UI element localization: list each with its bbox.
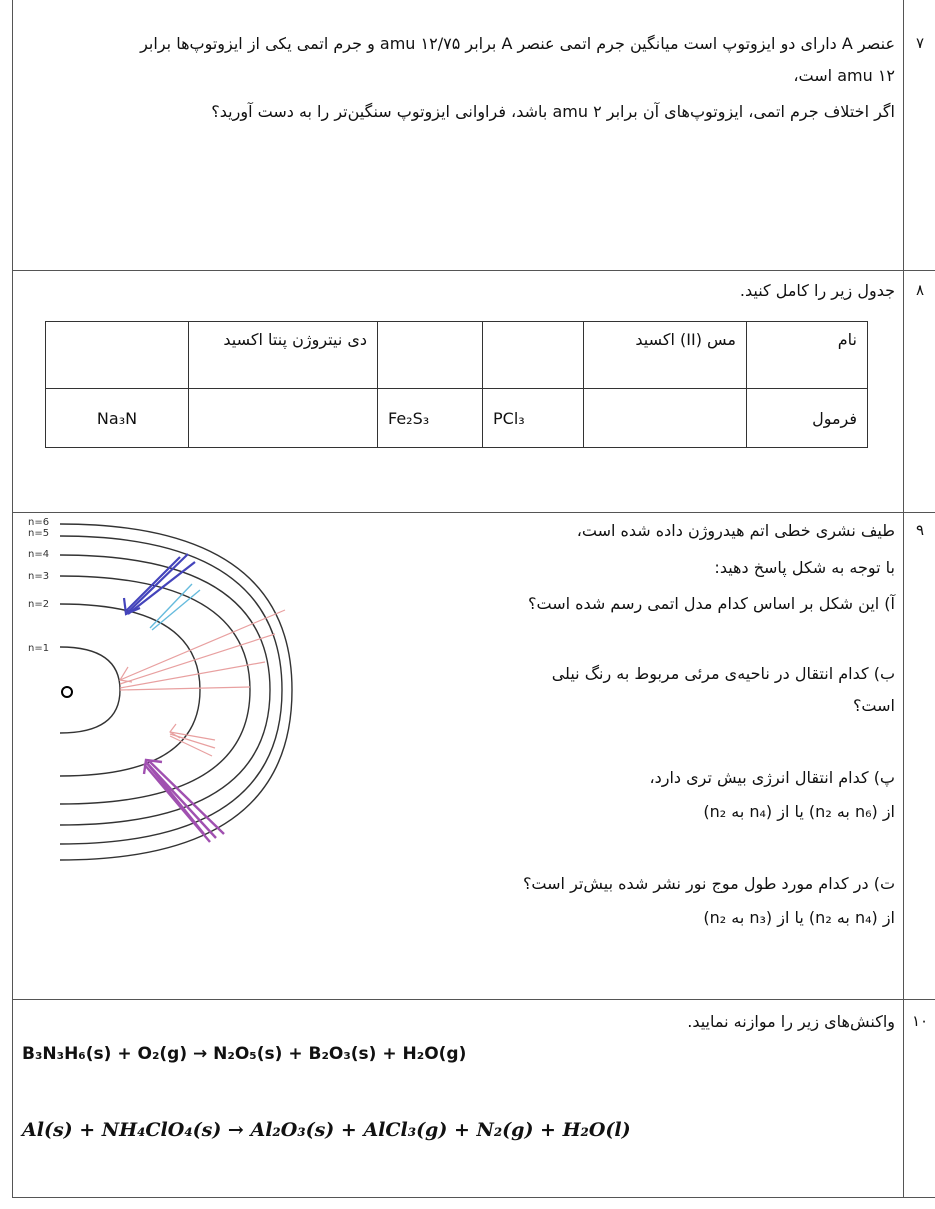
table-cell <box>378 322 483 389</box>
lower-transitions <box>144 760 224 842</box>
table-row <box>46 389 868 448</box>
orbit-n3 <box>60 576 250 804</box>
question-number-8: ۸ <box>915 281 925 299</box>
q9-question-t-line-1: ت) در کدام مورد طول موج نور نشر شده بیش‌تر است؟ <box>522 874 895 893</box>
compound-table <box>45 321 868 448</box>
table-cell: Na₃N <box>46 389 189 448</box>
q9-question-b-line-1: ب) کدام انتقال در ناحیه‌ی مرئی مربوط به رنگ نیلی <box>551 664 895 683</box>
q9-question-t-line-2: از (n₄ به n₂) یا از (n₃ به n₂) <box>703 908 895 927</box>
table-cell: Fe₂S₃ <box>378 389 483 448</box>
table-cell: دی نیتروژن پنتا اکسید <box>189 322 378 389</box>
level-label-n4: n=4 <box>28 549 50 560</box>
level-label-n3: n=3 <box>28 571 50 582</box>
lyman-transitions <box>120 610 285 690</box>
orbit-lines <box>60 524 292 860</box>
table-cell <box>46 322 189 389</box>
table-cell: مس (II) اکسید <box>584 322 747 389</box>
bohr-model-diagram <box>20 512 320 882</box>
question-number-10: ۱۰ <box>911 1012 929 1030</box>
level-label-n6: n=6 <box>28 517 50 528</box>
table-cell <box>584 389 747 448</box>
q9-question-p-line-2: از (n₆ به n₂) یا از (n₄ به n₂) <box>703 802 895 821</box>
table-cell: فرمول <box>747 389 868 448</box>
level-label-n1: n=1 <box>28 643 50 654</box>
paschen-transitions <box>170 724 215 756</box>
q9-question-p-line-1: پ) کدام انتقال انرژی بیش تری دارد، <box>649 768 895 787</box>
table-row <box>46 322 868 389</box>
q7-line-2: ۱۲ amu است، <box>793 66 895 85</box>
level-label-n5: n=5 <box>28 528 50 539</box>
level-label-n2: n=2 <box>28 599 50 610</box>
row-divider <box>12 270 935 271</box>
table-cell <box>189 389 378 448</box>
number-column-border <box>903 0 904 1198</box>
q9-question-b-line-2: است؟ <box>852 696 895 715</box>
q7-line-3: اگر اختلاف جرم اتمی، ایزوتوپ‌های آن برابر ۲ amu باشد، فراوانی ایزوتوپ سنگین‌تر را به دست آورید؟ <box>211 102 895 121</box>
row-divider <box>12 1197 935 1198</box>
question-number-7: ۷ <box>915 34 925 52</box>
table-cell: PCl₃ <box>483 389 584 448</box>
reaction-equation-2: Al(s) + NH₄ClO₄(s) → Al₂O₃(s) + AlCl₃(g) + N₂(g) + H₂O(l) <box>22 1119 631 1141</box>
q7-line-1: عنصر A دارای دو ایزوتوپ است میانگین جرم اتمی عنصر A برابر ۱۲/۷۵ amu و جرم اتمی یکی از ایزوتوپ‌ها برابر <box>140 34 895 53</box>
orbit-n5 <box>60 536 282 844</box>
question-number-9: ۹ <box>915 521 925 539</box>
table-cell <box>483 322 584 389</box>
q9-line-1: طیف نشری خطی اتم هیدروژن داده شده است، <box>576 521 895 540</box>
row-divider <box>12 999 935 1000</box>
orbit-n1 <box>60 647 120 733</box>
table-cell: نام <box>747 322 868 389</box>
q8-instruction: جدول زیر را کامل کنید. <box>739 281 895 300</box>
left-border <box>12 0 13 1198</box>
nucleus <box>62 687 72 697</box>
q9-line-2: با توجه به شکل پاسخ دهید: <box>714 558 895 577</box>
q9-question-a: آ) این شکل بر اساس کدام مدل اتمی رسم شده است؟ <box>528 594 895 613</box>
reaction-equation-1: B₃N₃H₆(s) + O₂(g) → N₂O₅(s) + B₂O₃(s) + H₂O(g) <box>22 1044 467 1064</box>
q10-instruction: واکنش‌های زیر را موازنه نمایید. <box>687 1012 895 1031</box>
